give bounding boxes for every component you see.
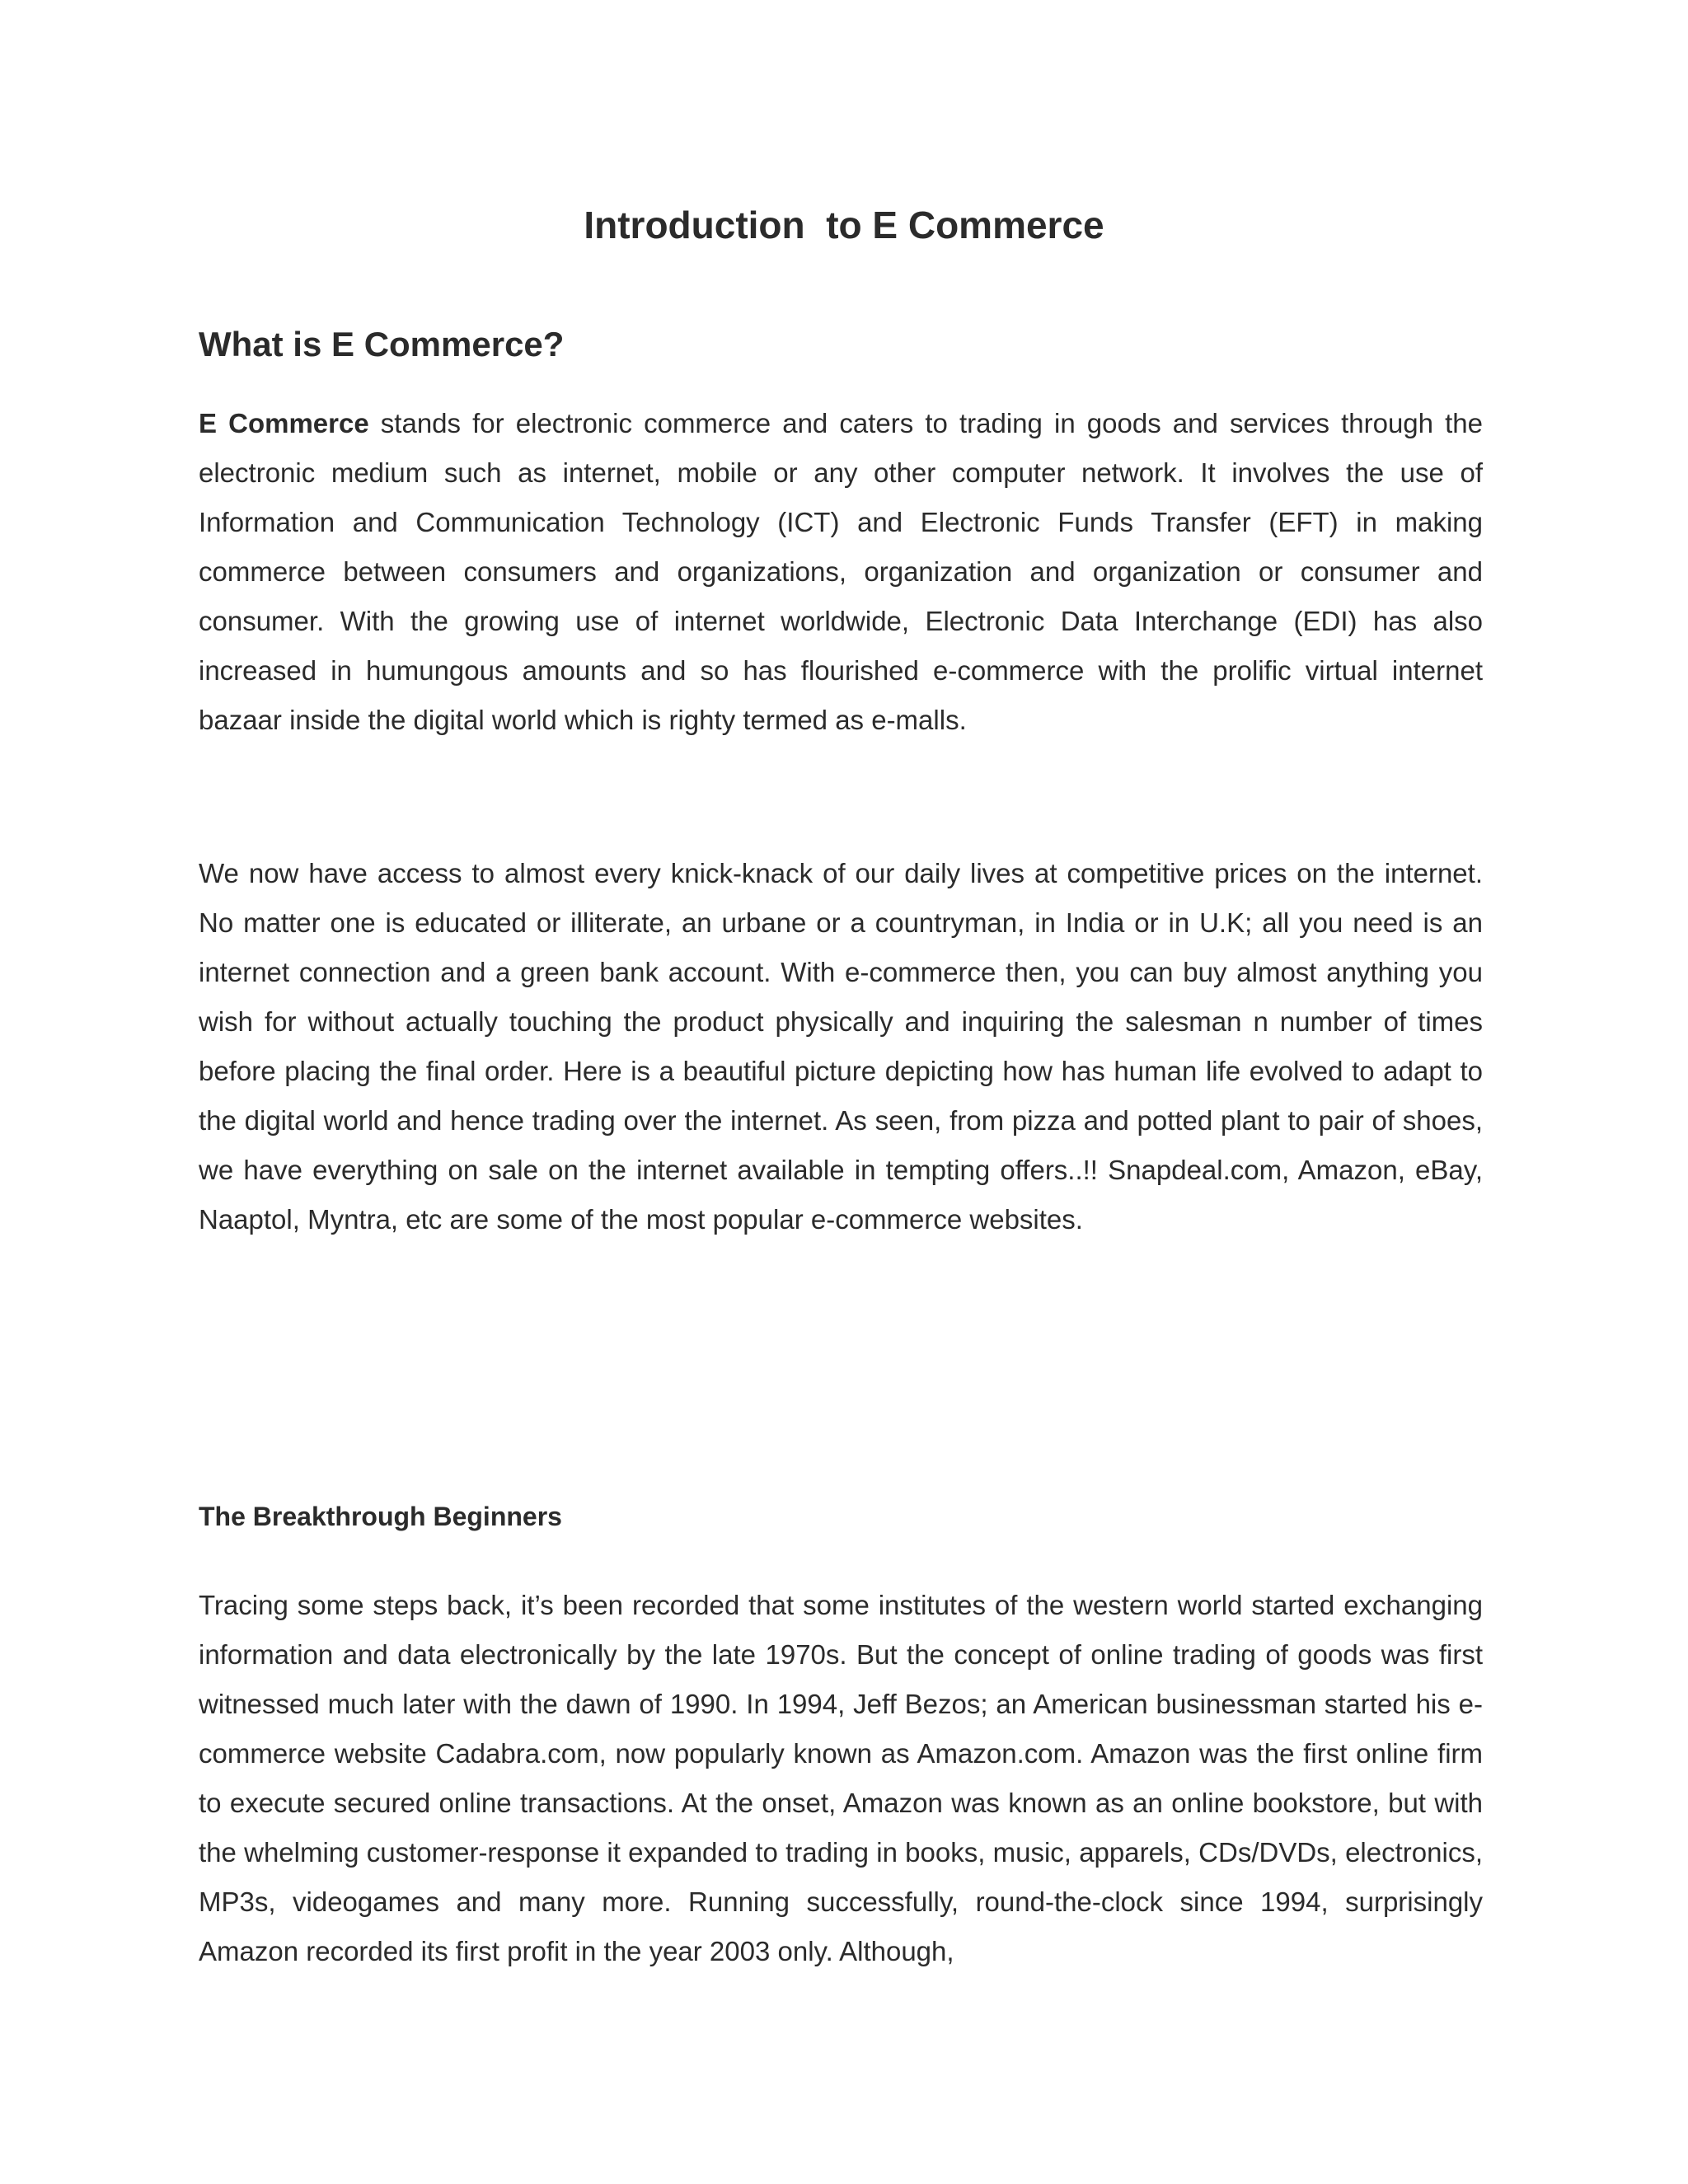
paragraph-ecommerce-history: Tracing some steps back, it’s been recorded that some institutes of the western world started exchanging information and data electronically by the late 1970s. But the concept of online trading of goods was first witnessed much later with the dawn of 1990. In 1994, Jeff Bezos; an American businessman started his e-commerce website Cadabra.com, now popularly known as Amazon.com. Amazon was the first online firm to execute secured online transactions. At the onset, Amazon was known as an online bookstore, but with the whelming customer-response it expanded to trading in books, music, apparels, CDs/DVDs, electronics, MP3s, videogames and many more. Running successfully, round-the-clock since 1994, surprisingly Amazon recorded its first profit in the year 2003 only. Although, bbox=[199, 1590, 1483, 1966]
paragraph-ecommerce-definition bbox=[199, 399, 1483, 745]
document-title: Introduction to E Commerce bbox=[584, 204, 1104, 246]
section-heading-breakthrough-beginners: The Breakthrough Beginners bbox=[199, 1502, 562, 1531]
section-heading-what-is-ecommerce: What is E Commerce? bbox=[199, 325, 565, 363]
ecommerce-term: E Commerce bbox=[199, 408, 369, 438]
ecommerce-definition-text: stands for electronic commerce and caters to trading in goods and services through the electronic medium such as internet, mobile or any other computer network. It involves the use of Information and Communication Technology (ICT) and Electronic Funds Transfer (EFT) in making commerce between consumers and organizations, organization and organization or consumer and consumer. With the growing use of internet worldwide, Electronic Data Interchange (EDI) has also increased in humungous amounts and so has flourished e-commerce with the prolific virtual internet bazaar inside the digital world which is righty termed as e-malls. bbox=[199, 408, 1483, 735]
paragraph-online-shopping-access: We now have access to almost every knick-knack of our daily lives at competitive prices on the internet. No matter one is educated or illiterate, an urbane or a countryman, in India or in U.K; all you need is an internet connection and a green bank account. With e-commerce then, you can buy almost anything you wish for without actually touching the product physically and inquiring the salesman n number of times before placing the final order. Here is a beautiful picture depicting how has human life evolved to adapt to the digital world and hence trading over the internet. As seen, from pizza and potted plant to pair of shoes, we have everything on sale on the internet available in tempting offers..!! Snapdeal.com, Amazon, eBay, Naaptol, Myntra, etc are some of the most popular e-commerce websites. bbox=[199, 858, 1483, 1235]
